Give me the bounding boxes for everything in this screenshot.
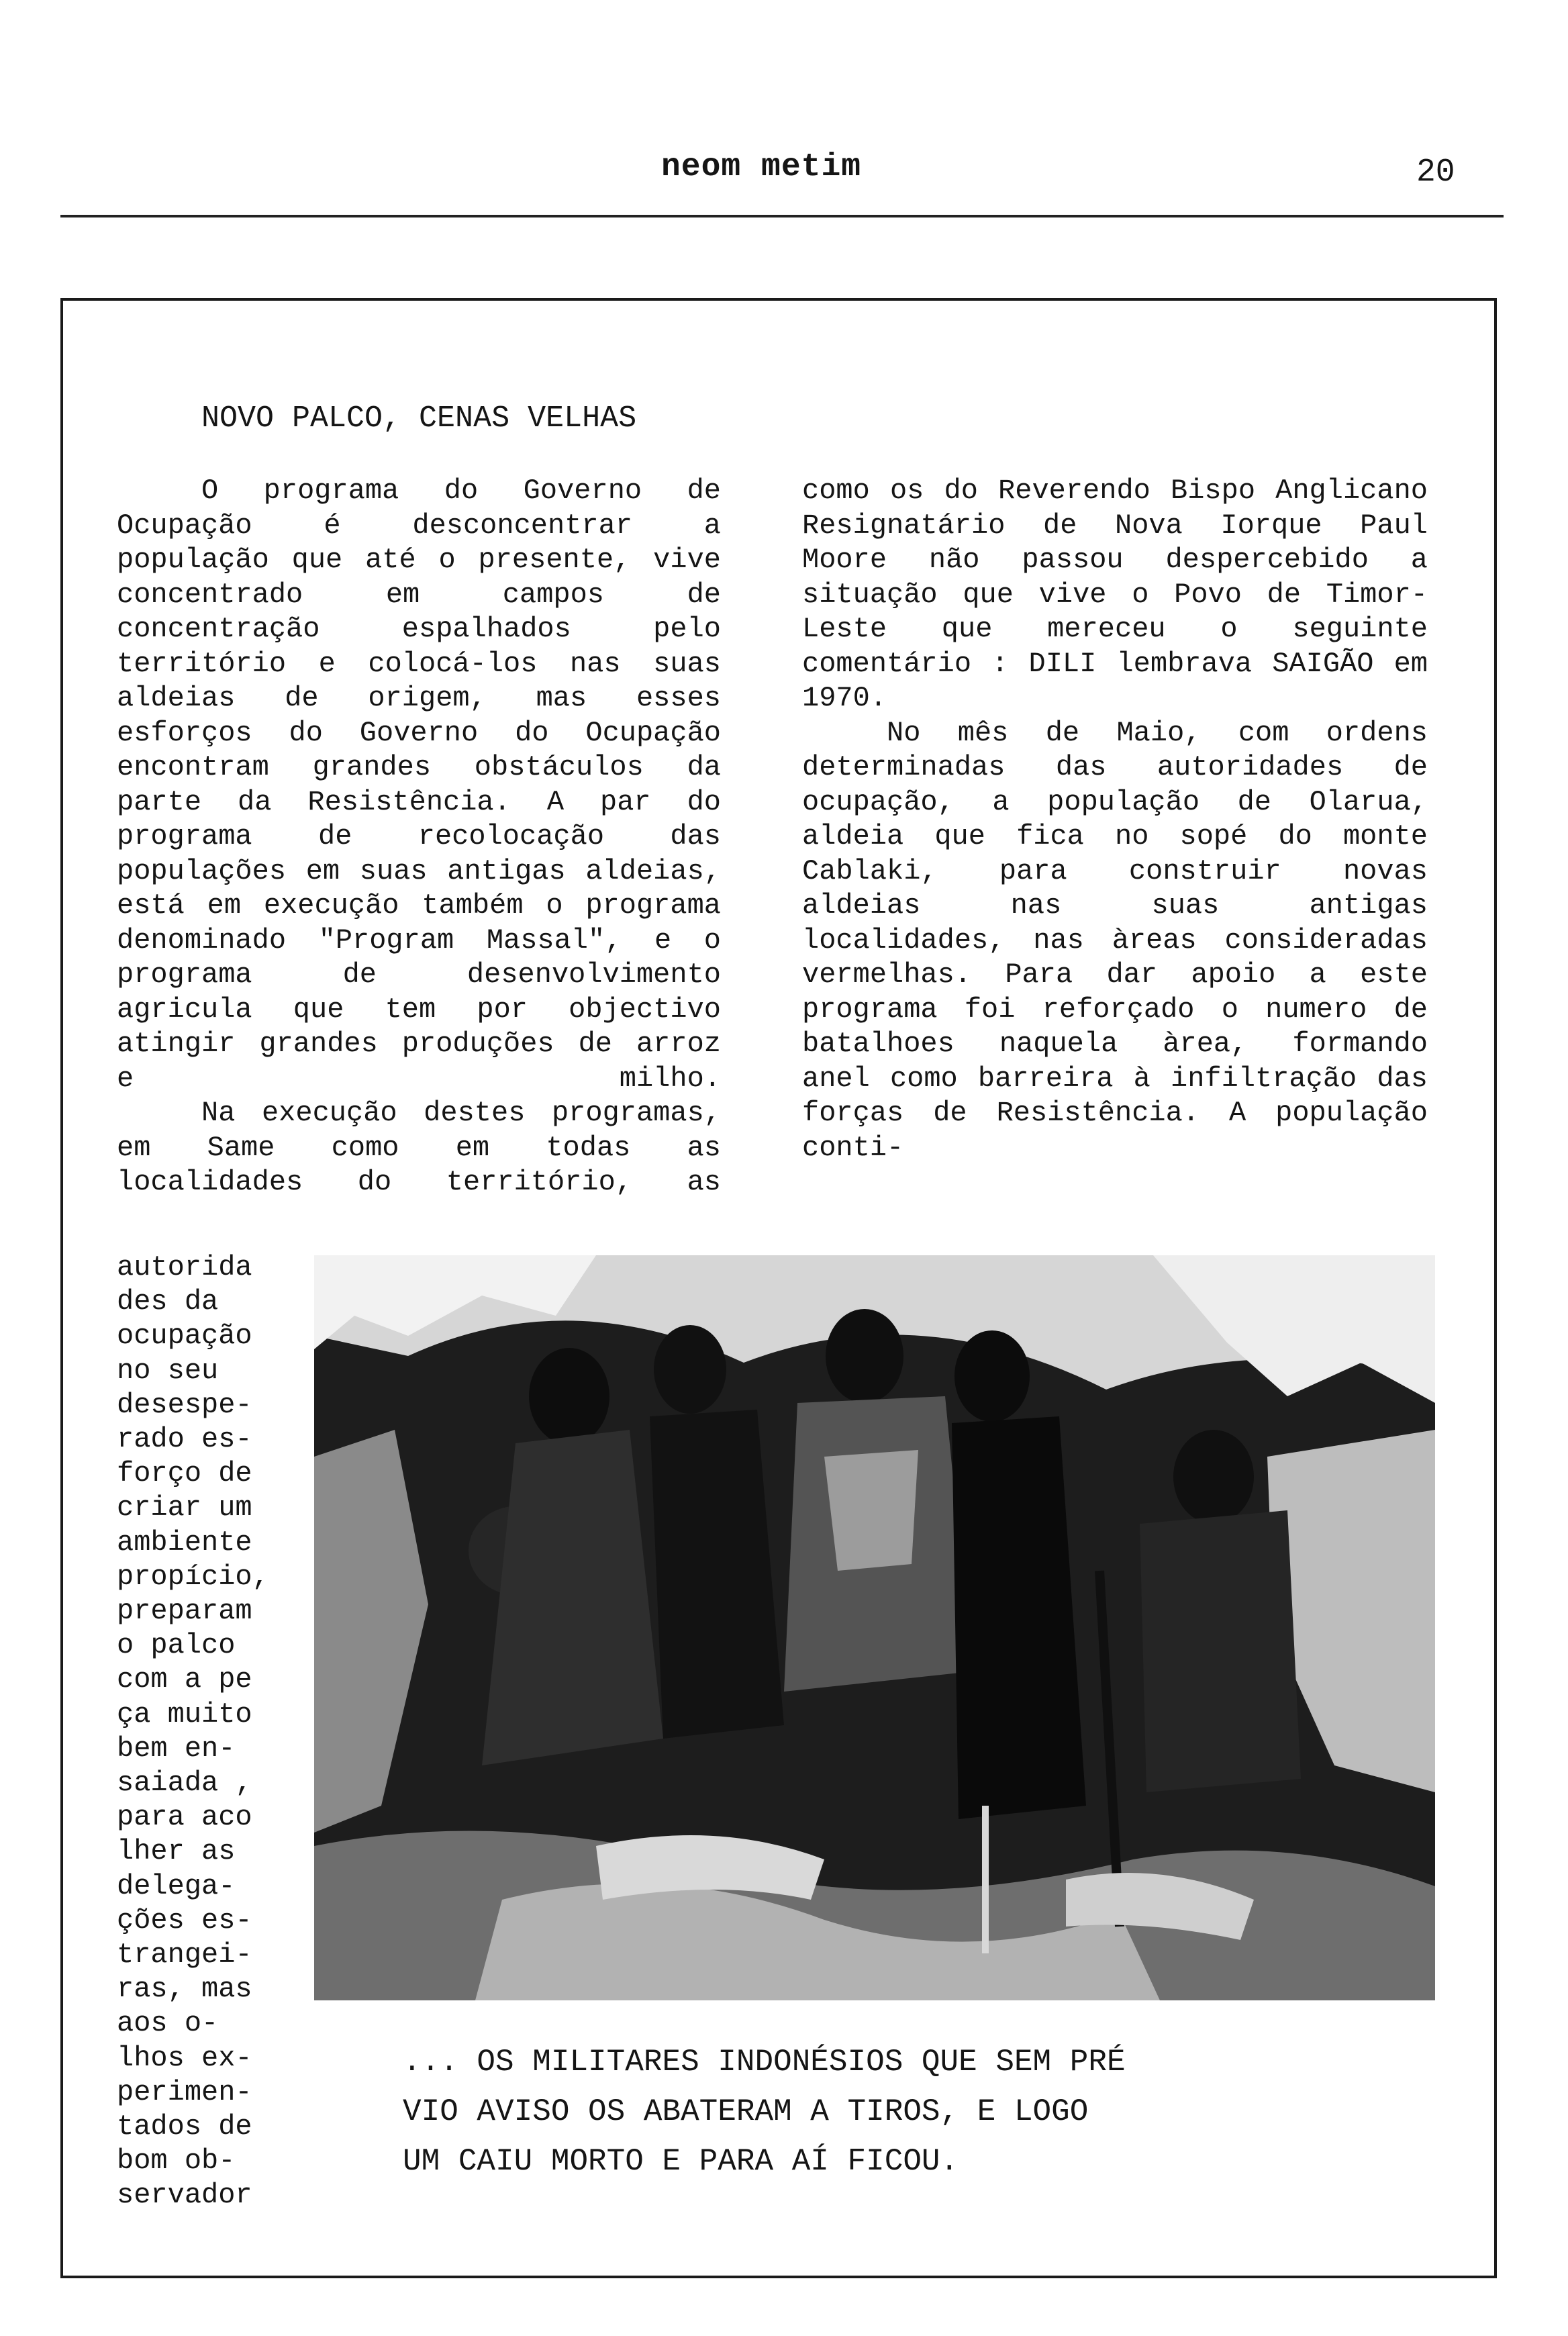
left-paragraph-2: Na execução destes programas, em Same como em todas as localidades do território, as	[117, 1097, 721, 1198]
narrow-line: tados de	[117, 2110, 252, 2143]
left-column	[117, 474, 721, 1200]
right-column	[802, 474, 1428, 1165]
soldiers-photo	[314, 1255, 1435, 2000]
narrow-line: bem en-	[117, 1732, 236, 1765]
narrow-line: bom ob-	[117, 2145, 236, 2178]
caption-line: VIO AVISO OS ABATERAM A TIROS, E LOGO	[403, 2094, 1089, 2129]
narrow-line: delega-	[117, 1869, 236, 1902]
page-number: 20	[1416, 154, 1455, 191]
narrow-line: preparam	[117, 1595, 252, 1628]
narrow-line: no seu	[117, 1354, 219, 1387]
narrow-line: ras, mas	[117, 1973, 252, 2006]
narrow-line: ambiente	[117, 1526, 252, 1559]
right-paragraph-1: como os do Reverendo Bispo Anglicano Resignatário de Nova Iorque Paul Moore não passou despercebido a situação que vive o Povo de Timor-Leste que mereceu o seguinte comentário : DILI lembrava SAIGÃO em 1970.	[802, 475, 1428, 714]
narrow-line: ocupação	[117, 1320, 252, 1353]
photo-caption	[403, 2037, 1295, 2186]
header-divider	[60, 215, 1504, 217]
narrow-line: trangei-	[117, 1939, 252, 1972]
narrow-line: criar um	[117, 1492, 252, 1524]
narrow-line: lhos ex-	[117, 2041, 252, 2074]
narrow-line: desespe-	[117, 1388, 252, 1421]
narrow-line: rado es-	[117, 1423, 252, 1456]
narrow-line: perimen-	[117, 2076, 252, 2108]
caption-line: ... OS MILITARES INDONÉSIOS QUE SEM PRÉ	[403, 2045, 1126, 2080]
narrow-line: propício,	[117, 1560, 269, 1593]
narrow-line: autorida	[117, 1251, 252, 1283]
narrow-line: o palco	[117, 1629, 236, 1662]
left-paragraph-1: O programa do Governo de Ocupação é desconcentrar a população que até o presente, vive concentrado em campos de concentração espalhados pelo território e colocá-los nas suas aldeias de origem, mas esses esforços do Governo do Ocupação encontram grandes obstáculos da parte da Resistência. A par do programa de recolocação das populações em suas antigas aldeias, está em execução também o programa denominado "Program Massal", e o programa de desenvolvimento agricula que tem por objectivo atingir grandes produções de arroz e milho.	[117, 475, 721, 1095]
narrow-line: forço de	[117, 1457, 252, 1490]
narrow-line: saiada ,	[117, 1767, 252, 1800]
article-title: NOVO PALCO, CENAS VELHAS	[201, 401, 637, 436]
narrow-line: para aco	[117, 1801, 252, 1834]
narrow-line: com a pe	[117, 1663, 252, 1696]
narrow-line: des da	[117, 1285, 219, 1318]
right-paragraph-2: No mês de Maio, com ordens determinadas das autoridades de ocupação, a população de Olarua, aldeia que fica no sopé do monte Cablaki, para construir novas aldeias nas suas antigas localidades, nas àreas consideradas vermelhas. Para dar apoio a este programa foi reforçado o numero de batalhoes naquela àrea, formando anel como barreira à infiltração das forças de Resistência. A população conti-	[802, 716, 1428, 1164]
narrow-line: servador	[117, 2179, 252, 2212]
narrow-column	[117, 1251, 275, 2213]
narrow-line: lher as	[117, 1835, 236, 1868]
narrow-line: ções es-	[117, 1904, 252, 1937]
publication-title: neom metim	[661, 149, 862, 185]
narrow-line: aos o-	[117, 2007, 219, 2040]
caption-line: UM CAIU MORTO E PARA AÍ FICOU.	[403, 2144, 959, 2179]
narrow-line: ça muito	[117, 1698, 252, 1731]
